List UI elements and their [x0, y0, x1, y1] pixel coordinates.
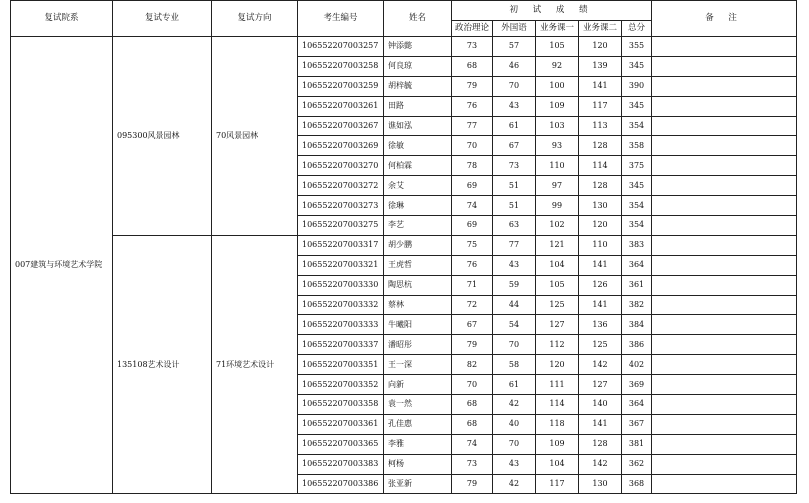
- total-score-cell: 375: [622, 156, 652, 176]
- foreign-language-score-cell: 44: [493, 295, 536, 315]
- exam-id-cell: 106552207003258: [298, 56, 384, 76]
- foreign-language-score-cell: 70: [493, 335, 536, 355]
- foreign-language-score-cell: 63: [493, 216, 536, 236]
- course-one-score-cell: 127: [536, 315, 579, 335]
- course-two-score-cell: 120: [579, 37, 622, 57]
- politics-score-cell: 76: [452, 255, 493, 275]
- exam-id-cell: 106552207003269: [298, 136, 384, 156]
- foreign-language-score-cell: 73: [493, 156, 536, 176]
- total-score-cell: 368: [622, 474, 652, 494]
- politics-score-cell: 79: [452, 335, 493, 355]
- course-one-score-cell: 105: [536, 37, 579, 57]
- total-score-cell: 364: [622, 395, 652, 415]
- foreign-language-score-cell: 43: [493, 255, 536, 275]
- course-two-score-cell: 142: [579, 454, 622, 474]
- name-cell: 何柏霖: [384, 156, 452, 176]
- name-cell: 胡少鹏: [384, 235, 452, 255]
- foreign-language-score-cell: 59: [493, 275, 536, 295]
- header-course-one: 业务课一: [536, 21, 579, 37]
- total-score-cell: 381: [622, 434, 652, 454]
- course-two-score-cell: 120: [579, 216, 622, 236]
- course-one-score-cell: 104: [536, 255, 579, 275]
- politics-score-cell: 67: [452, 315, 493, 335]
- exam-id-cell: 106552207003337: [298, 335, 384, 355]
- course-one-score-cell: 114: [536, 395, 579, 415]
- course-one-score-cell: 125: [536, 295, 579, 315]
- course-two-score-cell: 127: [579, 375, 622, 395]
- exam-id-cell: 106552207003352: [298, 375, 384, 395]
- politics-score-cell: 79: [452, 76, 493, 96]
- politics-score-cell: 78: [452, 156, 493, 176]
- exam-id-cell: 106552207003358: [298, 395, 384, 415]
- foreign-language-score-cell: 43: [493, 96, 536, 116]
- header-exam-id: 考生编号: [298, 1, 384, 37]
- total-score-cell: 354: [622, 116, 652, 136]
- major-cell: 095300风景园林: [113, 37, 212, 236]
- name-cell: 张亚新: [384, 474, 452, 494]
- remark-cell: [652, 434, 797, 454]
- course-one-score-cell: 118: [536, 414, 579, 434]
- exam-id-cell: 106552207003317: [298, 235, 384, 255]
- course-two-score-cell: 117: [579, 96, 622, 116]
- header-course-two: 业务课二: [579, 21, 622, 37]
- exam-id-cell: 106552207003365: [298, 434, 384, 454]
- exam-id-cell: 106552207003361: [298, 414, 384, 434]
- total-score-cell: 369: [622, 375, 652, 395]
- name-cell: 谯如泓: [384, 116, 452, 136]
- foreign-language-score-cell: 61: [493, 375, 536, 395]
- remark-cell: [652, 414, 797, 434]
- course-one-score-cell: 117: [536, 474, 579, 494]
- name-cell: 李雅: [384, 434, 452, 454]
- exam-id-cell: 106552207003259: [298, 76, 384, 96]
- name-cell: 牛曦阳: [384, 315, 452, 335]
- exam-id-cell: 106552207003386: [298, 474, 384, 494]
- course-two-score-cell: 128: [579, 434, 622, 454]
- remark-cell: [652, 196, 797, 216]
- politics-score-cell: 70: [452, 375, 493, 395]
- name-cell: 何良琼: [384, 56, 452, 76]
- foreign-language-score-cell: 42: [493, 395, 536, 415]
- table-body: [11, 37, 797, 494]
- name-cell: 徐琳: [384, 196, 452, 216]
- course-two-score-cell: 141: [579, 76, 622, 96]
- course-two-score-cell: 141: [579, 255, 622, 275]
- header-foreign-language: 外国语: [493, 21, 536, 37]
- total-score-cell: 386: [622, 335, 652, 355]
- course-two-score-cell: 139: [579, 56, 622, 76]
- course-two-score-cell: 136: [579, 315, 622, 335]
- total-score-cell: 345: [622, 56, 652, 76]
- major-cell: 135108艺术设计: [113, 235, 212, 494]
- foreign-language-score-cell: 43: [493, 454, 536, 474]
- course-two-score-cell: 126: [579, 275, 622, 295]
- course-two-score-cell: 110: [579, 235, 622, 255]
- politics-score-cell: 82: [452, 355, 493, 375]
- table-row: [11, 235, 797, 255]
- politics-score-cell: 74: [452, 434, 493, 454]
- course-two-score-cell: 114: [579, 156, 622, 176]
- politics-score-cell: 73: [452, 454, 493, 474]
- politics-score-cell: 71: [452, 275, 493, 295]
- name-cell: 田路: [384, 96, 452, 116]
- remark-cell: [652, 315, 797, 335]
- course-one-score-cell: 109: [536, 434, 579, 454]
- remark-cell: [652, 216, 797, 236]
- foreign-language-score-cell: 70: [493, 434, 536, 454]
- header-direction: 复试方向: [212, 1, 298, 37]
- course-one-score-cell: 92: [536, 56, 579, 76]
- name-cell: 潘昭彤: [384, 335, 452, 355]
- foreign-language-score-cell: 61: [493, 116, 536, 136]
- foreign-language-score-cell: 51: [493, 176, 536, 196]
- total-score-cell: 345: [622, 96, 652, 116]
- course-two-score-cell: 130: [579, 196, 622, 216]
- exam-id-cell: 106552207003267: [298, 116, 384, 136]
- exam-id-cell: 106552207003332: [298, 295, 384, 315]
- admission-score-table: [10, 0, 797, 494]
- header-total: 总分: [622, 21, 652, 37]
- remark-cell: [652, 156, 797, 176]
- header-initial-scores: 初 试 成 绩: [452, 1, 652, 21]
- exam-id-cell: 106552207003383: [298, 454, 384, 474]
- remark-cell: [652, 235, 797, 255]
- course-two-score-cell: 128: [579, 136, 622, 156]
- header-politics: 政治理论: [452, 21, 493, 37]
- exam-id-cell: 106552207003330: [298, 275, 384, 295]
- header-major: 复试专业: [113, 1, 212, 37]
- foreign-language-score-cell: 57: [493, 37, 536, 57]
- remark-cell: [652, 116, 797, 136]
- course-one-score-cell: 102: [536, 216, 579, 236]
- foreign-language-score-cell: 51: [493, 196, 536, 216]
- exam-id-cell: 106552207003270: [298, 156, 384, 176]
- remark-cell: [652, 474, 797, 494]
- exam-id-cell: 106552207003351: [298, 355, 384, 375]
- total-score-cell: 354: [622, 216, 652, 236]
- exam-id-cell: 106552207003272: [298, 176, 384, 196]
- total-score-cell: 383: [622, 235, 652, 255]
- name-cell: 向新: [384, 375, 452, 395]
- course-one-score-cell: 110: [536, 156, 579, 176]
- total-score-cell: 354: [622, 196, 652, 216]
- header-name: 姓名: [384, 1, 452, 37]
- total-score-cell: 345: [622, 176, 652, 196]
- total-score-cell: 367: [622, 414, 652, 434]
- foreign-language-score-cell: 54: [493, 315, 536, 335]
- remark-cell: [652, 136, 797, 156]
- foreign-language-score-cell: 40: [493, 414, 536, 434]
- header-college: 复试院系: [11, 1, 113, 37]
- name-cell: 李艺: [384, 216, 452, 236]
- header-remarks: 备 注: [652, 1, 797, 37]
- name-cell: 陶思杭: [384, 275, 452, 295]
- foreign-language-score-cell: 46: [493, 56, 536, 76]
- course-one-score-cell: 111: [536, 375, 579, 395]
- course-one-score-cell: 99: [536, 196, 579, 216]
- foreign-language-score-cell: 42: [493, 474, 536, 494]
- total-score-cell: 362: [622, 454, 652, 474]
- exam-id-cell: 106552207003257: [298, 37, 384, 57]
- course-two-score-cell: 125: [579, 335, 622, 355]
- total-score-cell: 358: [622, 136, 652, 156]
- college-cell: 007建筑与环境艺术学院: [11, 37, 113, 494]
- politics-score-cell: 69: [452, 216, 493, 236]
- name-cell: 钟添懿: [384, 37, 452, 57]
- foreign-language-score-cell: 58: [493, 355, 536, 375]
- politics-score-cell: 73: [452, 37, 493, 57]
- foreign-language-score-cell: 77: [493, 235, 536, 255]
- course-two-score-cell: 130: [579, 474, 622, 494]
- politics-score-cell: 76: [452, 96, 493, 116]
- remark-cell: [652, 395, 797, 415]
- total-score-cell: 361: [622, 275, 652, 295]
- course-one-score-cell: 103: [536, 116, 579, 136]
- foreign-language-score-cell: 67: [493, 136, 536, 156]
- course-one-score-cell: 93: [536, 136, 579, 156]
- total-score-cell: 384: [622, 315, 652, 335]
- remark-cell: [652, 355, 797, 375]
- course-two-score-cell: 140: [579, 395, 622, 415]
- politics-score-cell: 72: [452, 295, 493, 315]
- politics-score-cell: 70: [452, 136, 493, 156]
- total-score-cell: 390: [622, 76, 652, 96]
- total-score-cell: 382: [622, 295, 652, 315]
- politics-score-cell: 79: [452, 474, 493, 494]
- course-two-score-cell: 142: [579, 355, 622, 375]
- politics-score-cell: 77: [452, 116, 493, 136]
- politics-score-cell: 74: [452, 196, 493, 216]
- politics-score-cell: 68: [452, 414, 493, 434]
- politics-score-cell: 75: [452, 235, 493, 255]
- name-cell: 袁一然: [384, 395, 452, 415]
- direction-cell: 71环境艺术设计: [212, 235, 298, 494]
- politics-score-cell: 69: [452, 176, 493, 196]
- remark-cell: [652, 37, 797, 57]
- remark-cell: [652, 275, 797, 295]
- total-score-cell: 364: [622, 255, 652, 275]
- foreign-language-score-cell: 70: [493, 76, 536, 96]
- table-row: [11, 37, 797, 57]
- remark-cell: [652, 375, 797, 395]
- name-cell: 徐敏: [384, 136, 452, 156]
- remark-cell: [652, 56, 797, 76]
- politics-score-cell: 68: [452, 56, 493, 76]
- exam-id-cell: 106552207003321: [298, 255, 384, 275]
- remark-cell: [652, 295, 797, 315]
- politics-score-cell: 68: [452, 395, 493, 415]
- course-two-score-cell: 128: [579, 176, 622, 196]
- course-one-score-cell: 97: [536, 176, 579, 196]
- direction-cell: 70风景园林: [212, 37, 298, 236]
- course-one-score-cell: 100: [536, 76, 579, 96]
- course-one-score-cell: 105: [536, 275, 579, 295]
- exam-id-cell: 106552207003275: [298, 216, 384, 236]
- total-score-cell: 402: [622, 355, 652, 375]
- name-cell: 柯杨: [384, 454, 452, 474]
- name-cell: 胡梓毓: [384, 76, 452, 96]
- course-one-score-cell: 112: [536, 335, 579, 355]
- course-one-score-cell: 120: [536, 355, 579, 375]
- remark-cell: [652, 255, 797, 275]
- total-score-cell: 355: [622, 37, 652, 57]
- exam-id-cell: 106552207003261: [298, 96, 384, 116]
- course-one-score-cell: 104: [536, 454, 579, 474]
- name-cell: 孔佳惠: [384, 414, 452, 434]
- name-cell: 余艾: [384, 176, 452, 196]
- course-two-score-cell: 141: [579, 414, 622, 434]
- name-cell: 王虎哲: [384, 255, 452, 275]
- name-cell: 王一深: [384, 355, 452, 375]
- remark-cell: [652, 454, 797, 474]
- remark-cell: [652, 96, 797, 116]
- name-cell: 蔡林: [384, 295, 452, 315]
- remark-cell: [652, 176, 797, 196]
- exam-id-cell: 106552207003333: [298, 315, 384, 335]
- remark-cell: [652, 76, 797, 96]
- course-one-score-cell: 109: [536, 96, 579, 116]
- exam-id-cell: 106552207003273: [298, 196, 384, 216]
- remark-cell: [652, 335, 797, 355]
- course-two-score-cell: 141: [579, 295, 622, 315]
- course-one-score-cell: 121: [536, 235, 579, 255]
- course-two-score-cell: 113: [579, 116, 622, 136]
